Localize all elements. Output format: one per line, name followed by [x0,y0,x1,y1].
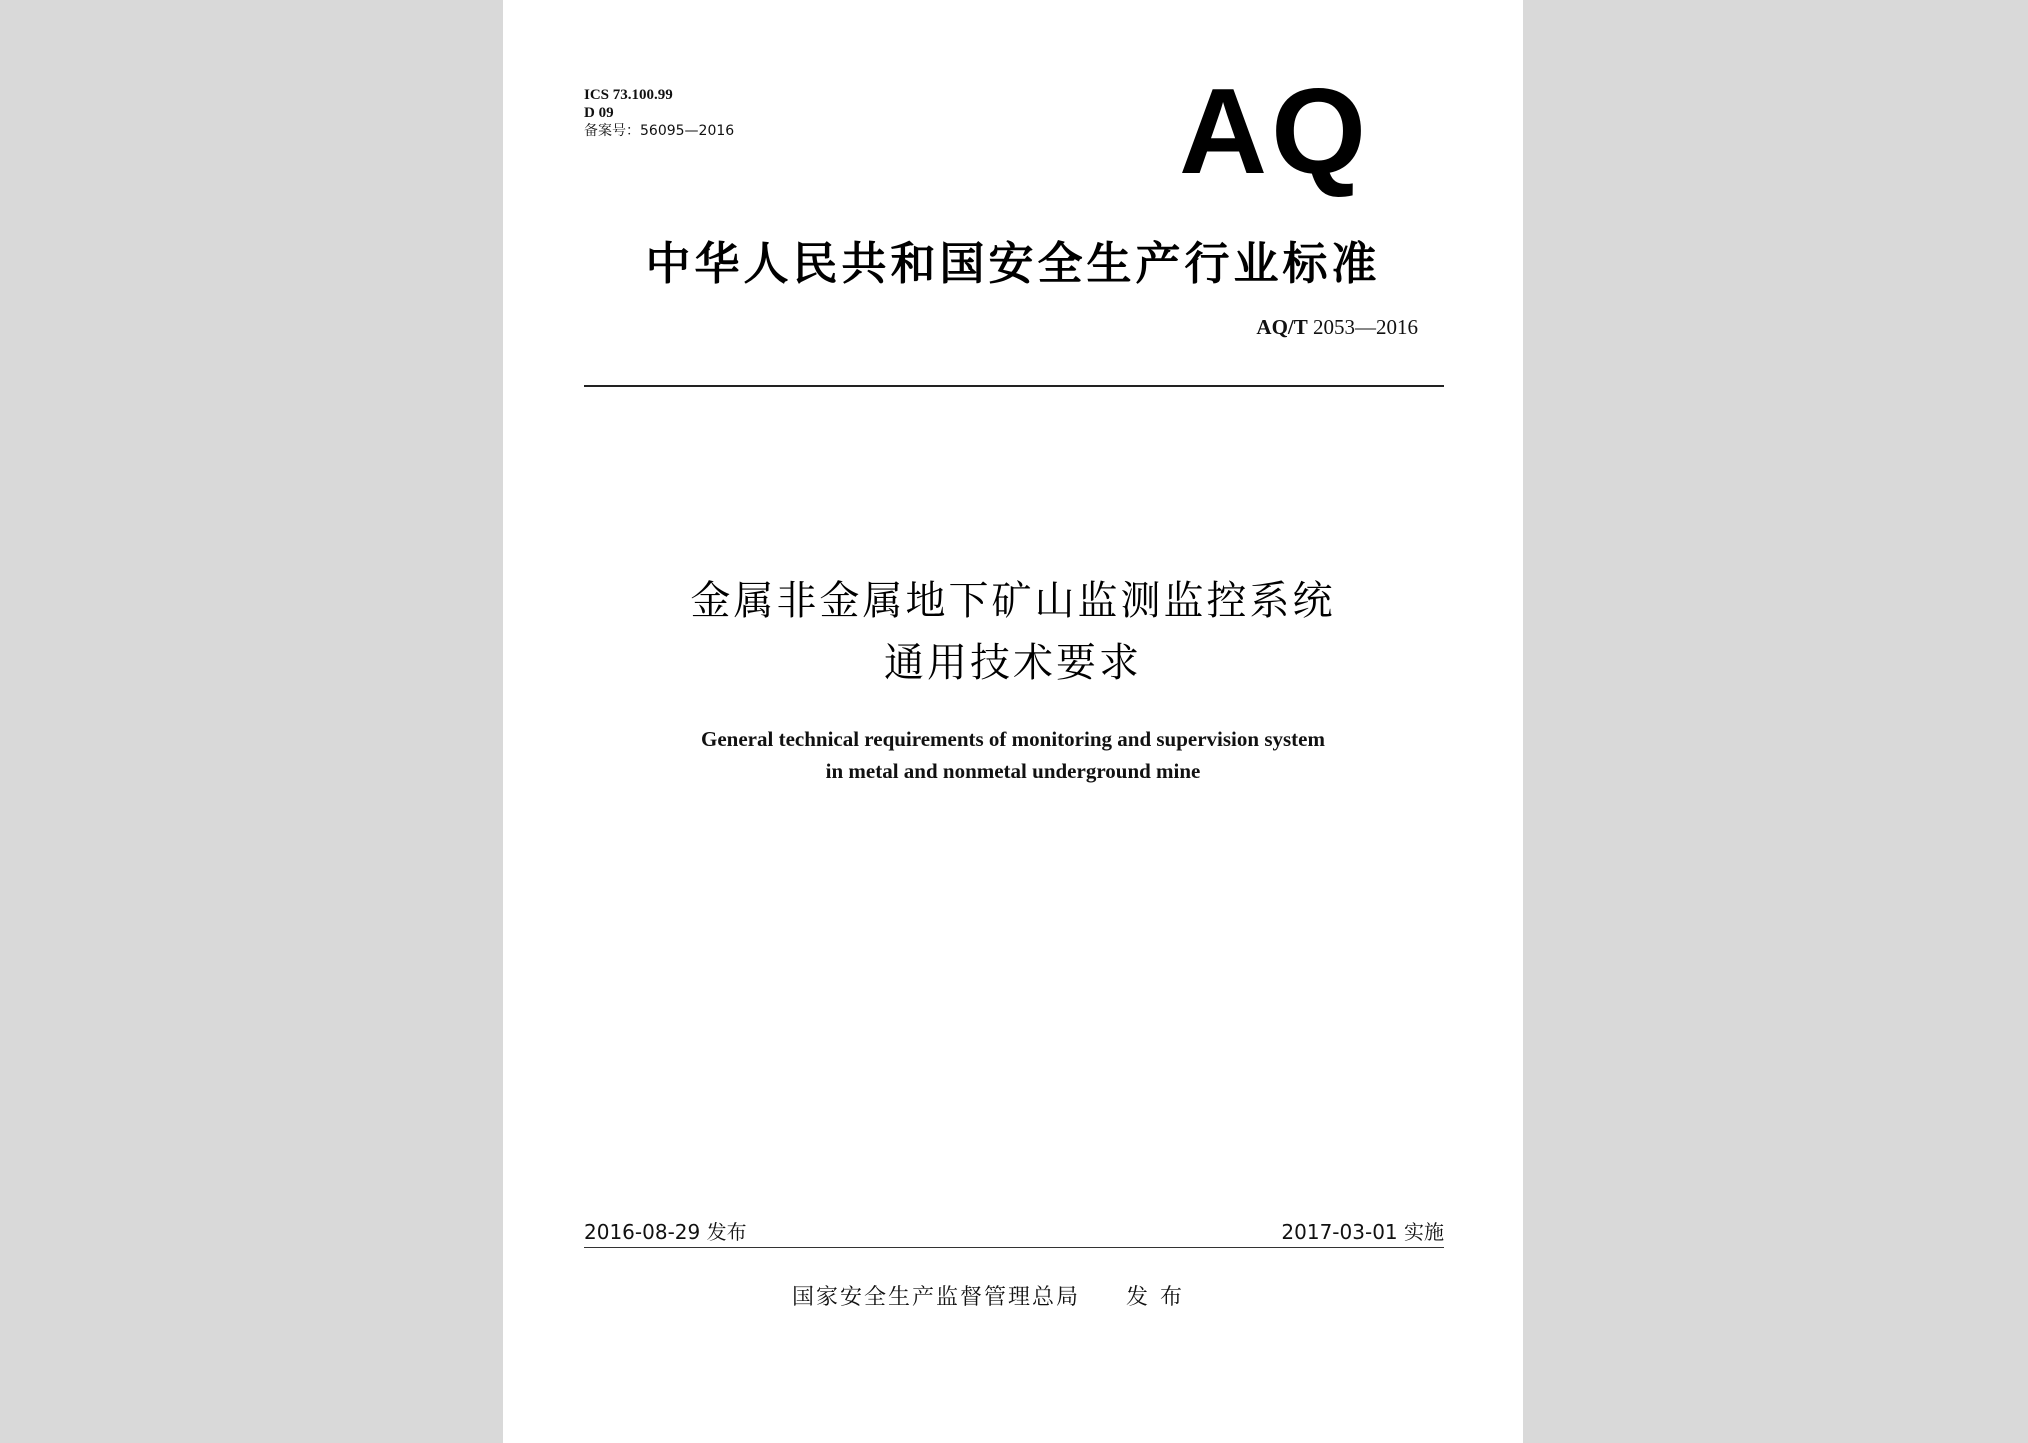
issuer-action: 发布 [1126,1285,1195,1310]
chinese-title-line-1: 金属非金属地下矿山监测监控系统 [690,578,1336,624]
aq-logo: AQ [1179,63,1370,199]
standard-title: 中华人民共和国安全生产行业标准 [645,237,1381,290]
ics-code: ICS 73.100.99 [584,87,673,103]
english-title-line-1: General technical requirements of monitoring and supervision system [701,727,1325,751]
top-divider [584,385,1444,387]
standard-code-prefix: AQ/T [1256,315,1308,339]
document-page [503,0,1523,1443]
chinese-title-line-2: 通用技术要求 [884,640,1142,686]
bottom-divider [584,1247,1444,1248]
english-title-line-2: in metal and nonmetal underground mine [825,759,1201,783]
issue-date: 2016-08-29 发布 [584,1220,747,1244]
classification-block [584,86,734,140]
effective-date: 2017-03-01 实施 [1281,1220,1444,1244]
class-code: D 09 [584,105,614,121]
standard-code-number: 2053—2016 [1313,315,1418,339]
record-number: 备案号：56095—2016 [584,123,735,139]
issuer-name: 国家安全生产监督管理总局 [792,1285,1081,1310]
standard-code [1256,315,1418,340]
issuing-authority [792,1280,1194,1311]
